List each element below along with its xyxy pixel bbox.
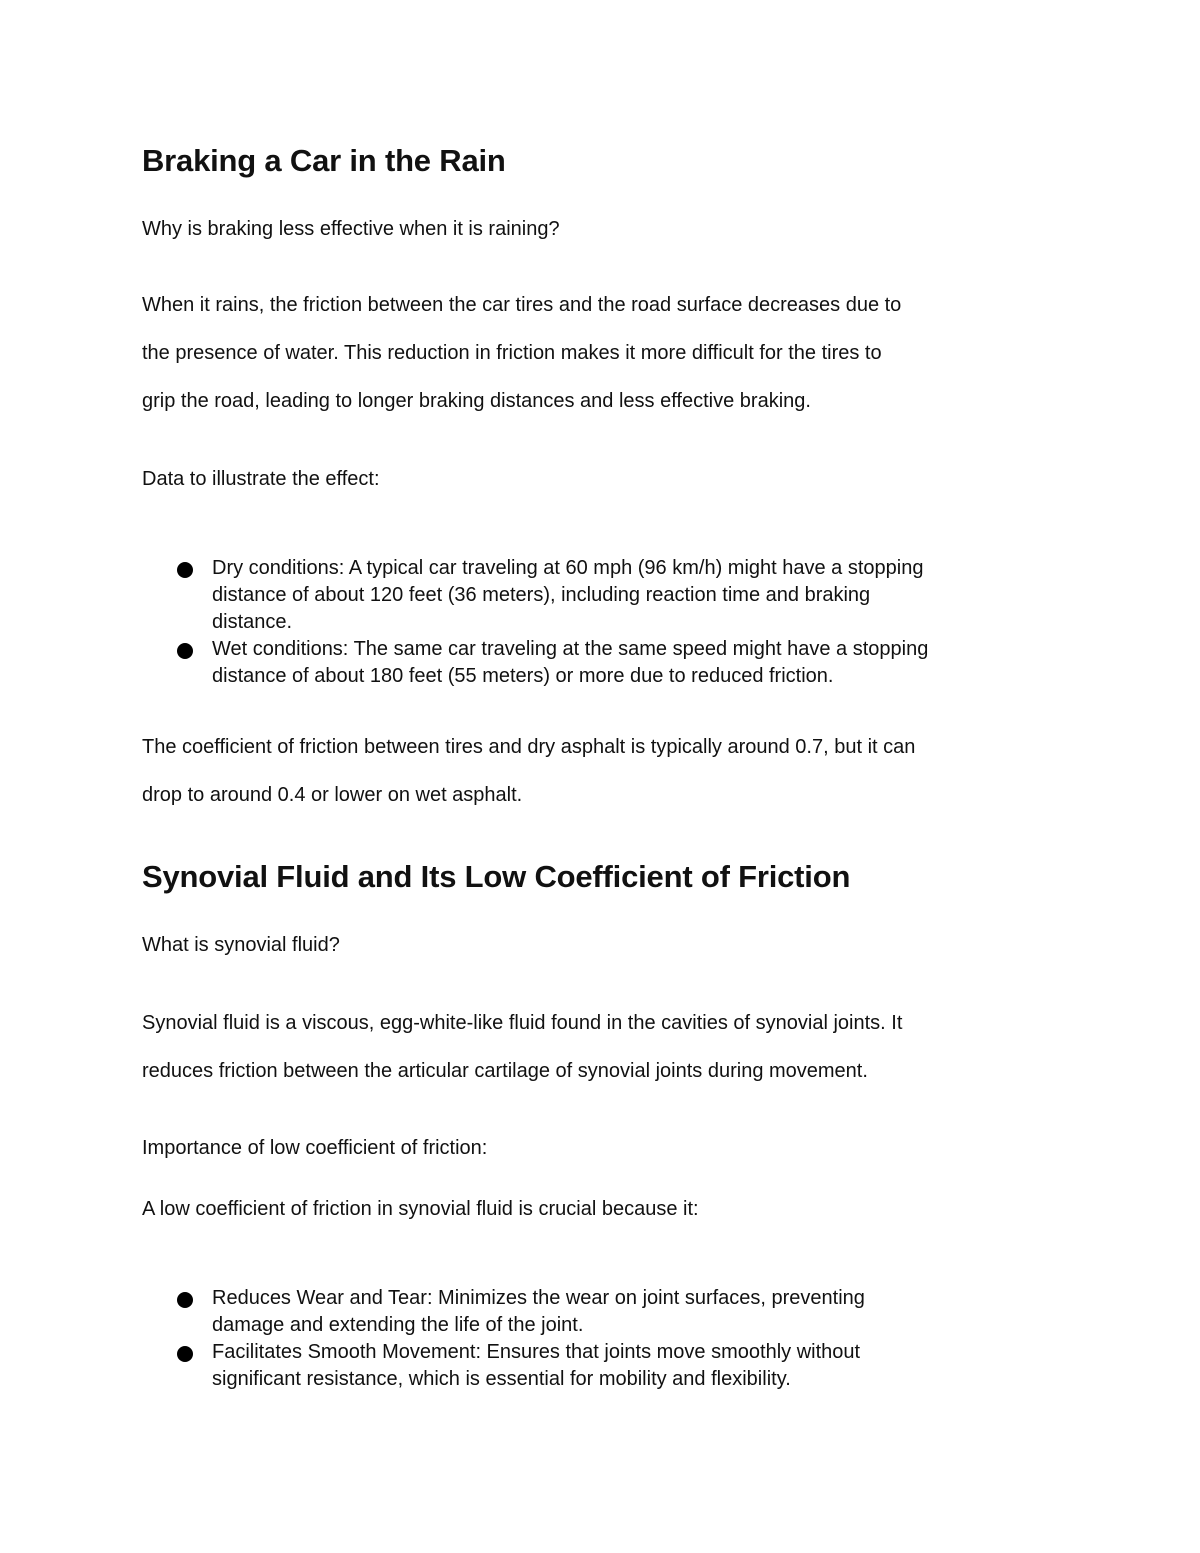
paragraph-line: grip the road, leading to longer braking distances and less effective braking. [142, 390, 811, 412]
list-item-movement: Facilitates Smooth Movement: Ensures that joints move smoothly without significant resistance, which is essential for mobility and flexibility. [142, 1339, 865, 1393]
bullet-icon [177, 1346, 193, 1362]
paragraph-coefficient [142, 723, 915, 819]
question-synovial: What is synovial fluid? [142, 934, 340, 956]
paragraph-rain-friction [142, 281, 901, 425]
data-intro: Data to illustrate the effect: [142, 468, 380, 490]
list-item-wet: Wet conditions: The same car traveling at the same speed might have a stopping distance of about 180 feet (55 meters) or more due to reduced friction. [142, 636, 928, 690]
paragraph-line: Synovial fluid is a viscous, egg-white-like fluid found in the cavities of synovial joints. It [142, 1012, 903, 1034]
paragraph-line: reduces friction between the articular cartilage of synovial joints during movement. [142, 1060, 868, 1082]
paragraph-line: the presence of water. This reduction in friction makes it more difficult for the tires to [142, 342, 882, 364]
paragraph-line: The coefficient of friction between tires and dry asphalt is typically around 0.7, but it can [142, 736, 916, 758]
bullet-icon [177, 562, 193, 578]
bullet-icon [177, 643, 193, 659]
bullet-icon [177, 1292, 193, 1308]
list-item-dry: Dry conditions: A typical car traveling at 60 mph (96 km/h) might have a stopping distance of about 120 feet (36 meters), including reaction time and braking distance. [142, 555, 928, 636]
question-braking: Why is braking less effective when it is raining? [142, 218, 560, 240]
braking-conditions-list [142, 555, 928, 690]
importance-intro: A low coefficient of friction in synovial fluid is crucial because it: [142, 1198, 699, 1220]
paragraph-synovial-definition [142, 999, 902, 1095]
synovial-benefits-list [142, 1285, 865, 1393]
section-heading-synovial: Synovial Fluid and Its Low Coefficient of Friction [142, 859, 851, 894]
importance-label: Importance of low coefficient of friction: [142, 1137, 488, 1159]
paragraph-line: When it rains, the friction between the car tires and the road surface decreases due to [142, 294, 902, 316]
list-item-wear: Reduces Wear and Tear: Minimizes the wear on joint surfaces, preventing damage and extending the life of the joint. [142, 1285, 865, 1339]
paragraph-line: drop to around 0.4 or lower on wet asphalt. [142, 784, 523, 806]
section-heading-braking: Braking a Car in the Rain [142, 143, 506, 178]
